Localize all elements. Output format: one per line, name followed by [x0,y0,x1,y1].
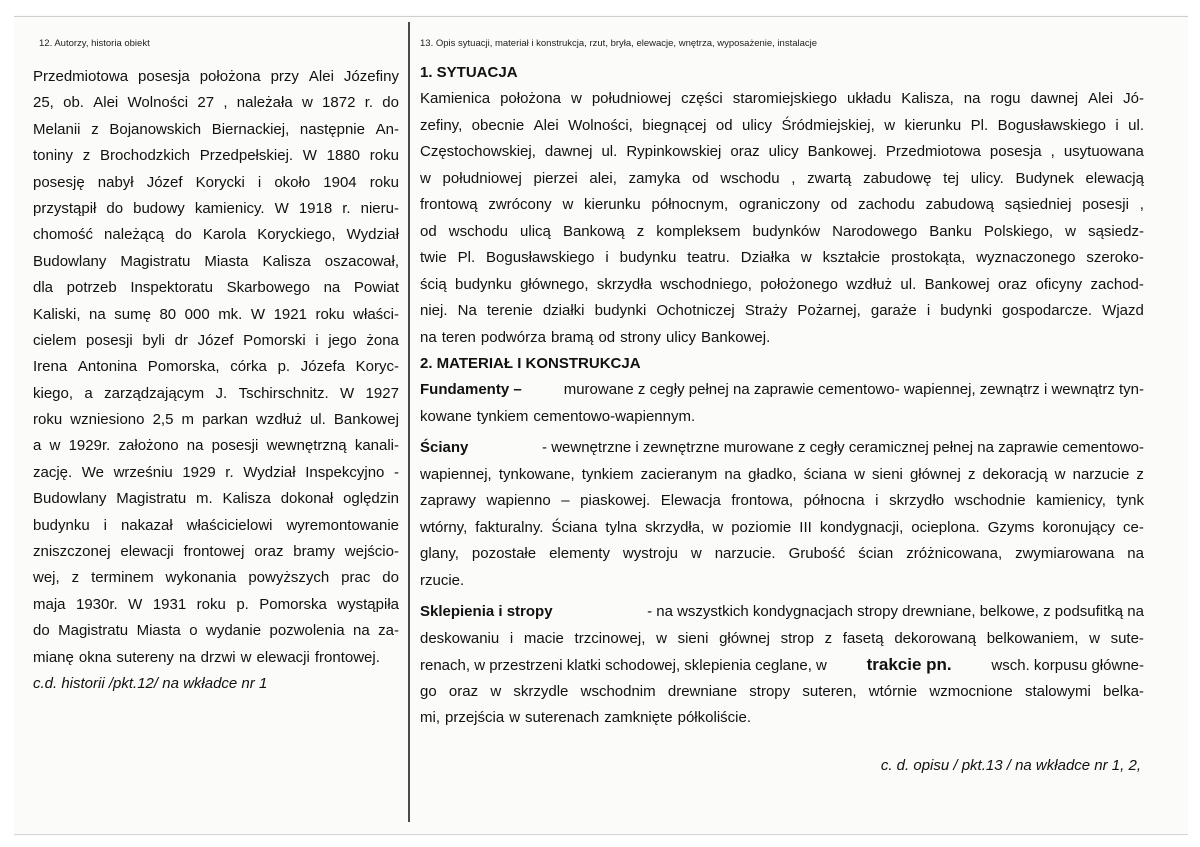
sklepienia-line-4: mi, przejścia w suterenach zamknięte półkoliście. [420,709,751,726]
history-line: cielem posesji byli dr Józef Pomorski i jego żona [33,331,399,349]
sytuacja-line: w południowej pierzei alei, zamyka od wschodu , zwartą zabudowę tej ulicy. Budynek elewacją [420,169,1144,187]
fundamenty-text: murowane z cegły pełnej na zaprawie cementowo- wapiennej, zewnątrz i wewnątrz tyn- [563,381,1144,398]
sytuacja-line: Kamienica położona w południowej części staromiejskiego układu Kalisza, na rogu dawnej Alei Jó- [420,90,1144,107]
history-column [33,64,399,697]
description-column [420,60,1144,732]
history-line: do Magistratu Miasta o wydanie pozwolenia na za- [33,622,399,640]
history-line: Irena Antonina Pomorska, córka p. Józefa Koryc- [33,358,399,376]
sciany-text: - wewnętrzne i zewnętrzne murowane z cegły ceramicznej pełnej na zaprawie cementowo- [542,439,1144,456]
sytuacja-line: od wschodu ulicą Bankową z kompleksem budynków Narodowego Banku Polskiego, w sąsiedz- [420,222,1144,240]
sciany-line: wtórny, fakturalny. Ściana tylna skrzydła, w poziomie III kondygnacji, ocieplona. Gzyms koronujący ce- [420,518,1144,536]
sciany-first-line [420,435,1144,462]
top-rule [14,16,1188,17]
right-section-header: 13. Opis sytuacji, materiał i konstrukcja, rzut, bryła, elewacje, wnętrza, wyposażenie, instalacje [420,38,818,49]
section-1-body [420,86,1144,351]
history-line: maja 1930r. W 1931 roku p. Pomorska wystąpiła [33,595,399,613]
history-line: 25, ob. Alei Wolności 27 , należała w 1872 r. do [33,94,399,112]
sklepienia-line-3: go oraz w skrzydle wschodnim drewniane stropy suteren, wtórnie wzmocnione stalowymi belka- [420,682,1144,700]
history-continuation-note: c.d. historii /pkt.12/ na wkładce nr 1 [33,674,268,692]
sytuacja-line: Częstochowskiej, dawnej ul. Rypinkowskiej oraz ulicy Bankowej. Przedmiotowa posesja , usytuowana [420,143,1144,160]
sklepienia-text: - na wszystkich kondygnacjach stropy drewniane, belkowe, z podsufitką na [647,603,1144,620]
sytuacja-line: na teren podwórza bramą od strony ulicy Bankowej. [420,328,771,346]
description-continuation-note: c. d. opisu / pkt.13 / na wkładce nr 1, 2, [880,757,1141,774]
sciany-body [420,462,1144,595]
sklepienia-line-1: deskowaniu i macie trzcinowej, w sieni głównej strop z fasetą dekorowaną belkowaniem, w sute- [420,629,1144,647]
sciany-line: rzucie. [420,571,465,589]
history-line: chomość należącą do Karola Koryckiego, Wydział [33,226,399,244]
sytuacja-line: frontową zwrócony w kierunku północnym, ograniczony od zachodu zabudową sąsiedniej posesji , [420,196,1144,213]
sciany-label: Ściany [420,439,469,456]
column-divider [408,22,410,822]
sciany-line: wapiennej, tynkowane, tynkiem zacieranym na gładko, ściana w sieni głównej z dekoracją w narzucie z [420,465,1144,483]
history-line: kiego, a zarządzającym J. Tschirschnitz. W 1927 [33,384,399,402]
history-line: Budowlany Magistratu Miasta Kalisza oszacował, [33,252,399,270]
history-line: Budowlany Magistratu m. Kalisza dokonał oględzin [33,490,399,508]
fundamenty-body [420,404,1144,431]
history-line: budynku i nakazał właścicielowi wyremontowanie [33,516,399,534]
sytuacja-line: niej. Na terenie działki budynki Ochotniczej Straży Pożarnej, garaże i budynki gospodarcze. Wjazd [420,302,1144,319]
history-line: zację. We wrześniu 1929 r. Wydział Inspekcyjno - [33,463,399,481]
history-line: wej, z terminem wykonania powyższych prac do [33,569,399,587]
history-line: dla potrzeb Inspektoratu Skarbowego na Powiat [33,279,399,297]
section-2-title: 2. MATERIAŁ I KONSTRUKCJA [420,355,641,372]
fundamenty-label: Fundamenty – [420,381,522,398]
sytuacja-line: zefiny, obecnie Alei Wolności, biegnącej od ulicy Śródmiejskiej, w kierunku Pl. Bogusławskiego i ul. [420,116,1144,134]
history-line: mianę okna sutereny na drzwi w elewacji frontowej. [33,648,380,666]
section-1-title: 1. SYTUACJA [420,64,518,81]
history-line: toniny z Brochodzkich Przedpełskiej. W 1880 roku [33,147,399,165]
history-line: Kaliski, na sumę 80 000 mk. W 1921 roku właści- [33,305,399,323]
sytuacja-line: twie Pl. Bogusławskiego i budynku teatru. Działka w kształcie prostokąta, wyznaczonego szeroko- [420,249,1144,266]
sytuacja-line: ścią budynku głównego, skrzydła wschodniego, położonego wzdłuż ul. Bankowej oraz oficyny zachod- [420,275,1144,293]
sciany-line: zaprawy wapienno – piaskowej. Elewacja frontowa, północna i skrzydło wschodnie kamienicy, tynk [420,492,1144,509]
bottom-rule [14,834,1188,835]
sklepienia-line-2-pre: renach, w przestrzeni klatki schodowej, sklepienia ceglane, w [420,657,827,674]
history-line: Melanii z Bojanowskich Biernackiej, następnie An- [33,120,399,138]
fundamenty-line: kowane tynkiem cementowo-wapiennym. [420,407,696,425]
history-line: posesję nabył Józef Korycki i około 1904 roku [33,173,399,191]
history-line: roku wzniesiono 2,5 m parkan wzdłuż ul. Bankowej [33,411,399,429]
history-line: zniszczonej elewacji frontowej oraz bramy wejścio- [33,543,399,561]
left-section-header: 12. Autorzy, historia obiekt [39,38,150,49]
fundamenty-first-line [420,377,1144,404]
history-line: przystąpił do budowy kamienicy. W 1918 r. nieru- [33,199,399,217]
sklepienia-line-2-emphasis: trakcie pn. [866,655,952,674]
sklepienia-line-2-post: wsch. korpusu główne- [991,657,1144,674]
sklepienia-first-line [420,599,1144,626]
sklepienia-line-2 [420,652,1144,679]
sciany-line: glany, pozostałe elementy wystroju w narzucie. Grubość ścian zróżnicowana, zwymiarowana na [420,545,1144,562]
sklepienia-label: Sklepienia i stropy [420,603,553,620]
history-line: a w 1929r. założono na posesji wewnętrzną kanali- [33,437,399,455]
history-line: Przedmiotowa posesja położona przy Alei Józefiny [33,68,399,85]
